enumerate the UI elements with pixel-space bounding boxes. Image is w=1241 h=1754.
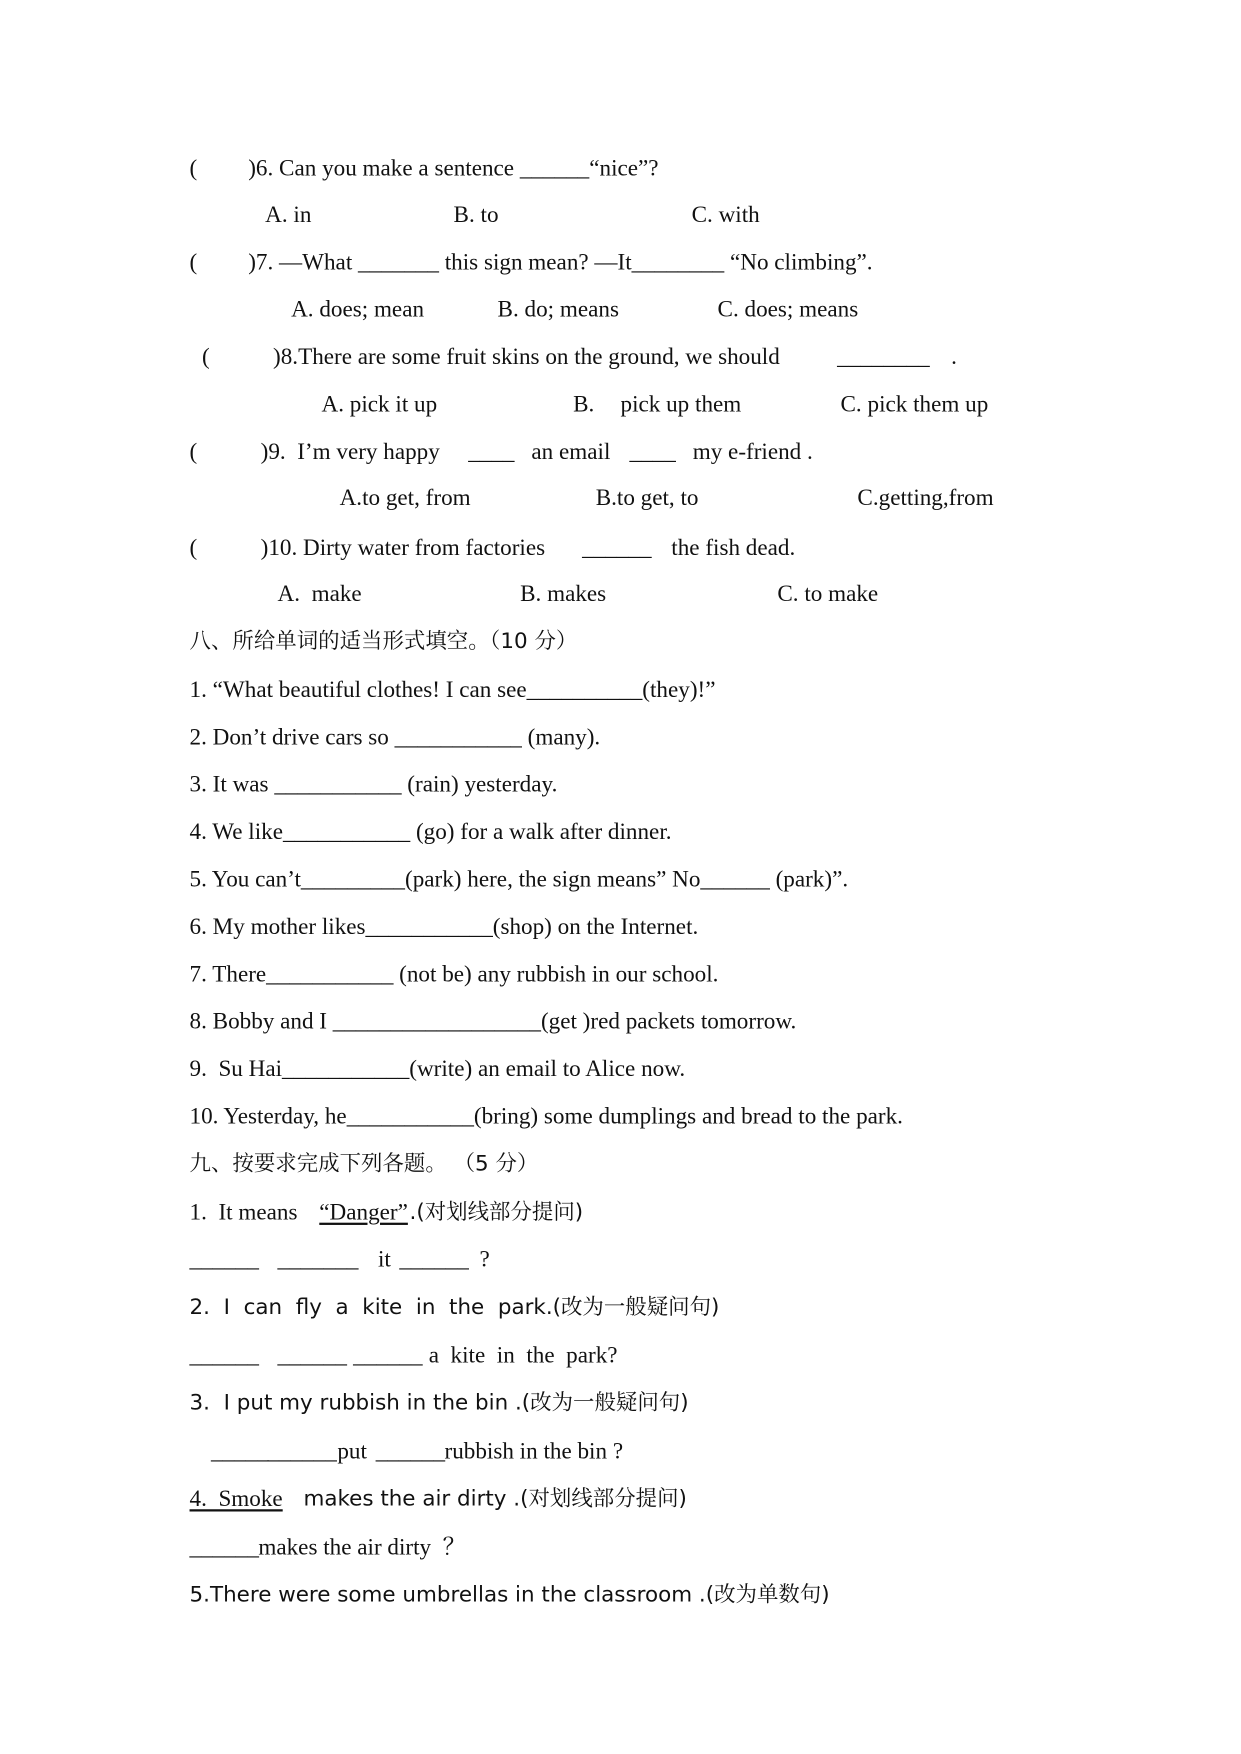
- text-segment: put: [337, 1439, 367, 1465]
- text-segment: C. does; means: [717, 297, 859, 323]
- text-segment: B. to: [453, 202, 499, 228]
- text-segment: my e-friend .: [692, 439, 813, 465]
- answer-blank: ____: [468, 439, 515, 465]
- text-segment: C. pick them up: [840, 392, 989, 418]
- answer-blank: _____: [210, 1439, 269, 1465]
- text-segment: A. make: [277, 581, 362, 607]
- text-segment: A. in: [265, 202, 312, 228]
- text-segment: makes the air dirty .(对划线部分提问): [303, 1486, 687, 1512]
- text-segment: )6. Can you make a sentence ______“nice”?: [248, 156, 659, 182]
- answer-blank: ______: [277, 1343, 347, 1369]
- text-segment: 2. Don’t drive cars so ___________ (many).: [189, 725, 601, 750]
- text-segment: 4. Smoke: [189, 1486, 283, 1512]
- text-segment: the fish dead.: [671, 535, 796, 561]
- answer-bracket: (: [189, 439, 198, 465]
- text-segment: C. to make: [777, 581, 879, 607]
- text-segment: C.getting,from: [857, 485, 994, 511]
- text-segment: 1. It means: [189, 1200, 298, 1225]
- text-segment: )8.There are some fruit skins on the ground, we should: [273, 344, 780, 370]
- text-segment: pick up them: [620, 392, 742, 418]
- answer-blank: ______: [353, 1343, 423, 1369]
- text-segment: 1. “What beautiful clothes! I can see__________(they)!”: [189, 677, 716, 703]
- text-segment: 九、按要求完成下列各题。 （5 分）: [189, 1151, 539, 1177]
- text-segment: )7. —What _______ this sign mean? —It________ “No climbing”.: [248, 250, 873, 275]
- answer-blank: _______: [277, 1247, 359, 1273]
- answer-blank: ______: [189, 1535, 259, 1561]
- text-segment: B. makes: [520, 581, 607, 607]
- text-segment: “Danger”: [319, 1200, 408, 1225]
- text-segment: 7. There___________ (not be) any rubbish in our school.: [189, 962, 719, 987]
- text-segment: 4. We like___________ (go) for a walk after dinner.: [189, 819, 672, 845]
- text-segment: rubbish in the bin ?: [444, 1439, 624, 1465]
- text-segment: A. pick it up: [321, 392, 438, 418]
- answer-blank: ______: [582, 535, 652, 561]
- answer-bracket: (: [201, 344, 210, 370]
- text-segment: .: [951, 344, 957, 370]
- text-segment: 6. My mother likes___________(shop) on the Internet.: [189, 914, 699, 940]
- text-segment: A. does; mean: [291, 297, 425, 323]
- text-segment: B.: [573, 392, 595, 418]
- text-segment: 八、所给单词的适当形式填空。（10 分）: [189, 628, 578, 654]
- answer-blank: ______: [375, 1439, 446, 1465]
- text-segment: A.to get, from: [339, 485, 471, 511]
- text-segment: C. with: [691, 202, 760, 228]
- text-segment: 3. It was ___________ (rain) yesterday.: [189, 772, 558, 798]
- answer-blank: ______: [189, 1247, 259, 1273]
- answer-blank: ______: [399, 1247, 469, 1273]
- text-segment: B. do; means: [497, 297, 619, 323]
- answer-bracket: (: [189, 535, 198, 561]
- text-segment: B.to get, to: [595, 485, 699, 511]
- text-segment: 3. I put my rubbish in the bin .(改为一般疑问句): [189, 1390, 689, 1416]
- text-segment: 2. I can fly a kite in the park.(改为一般疑问句): [189, 1294, 720, 1320]
- text-segment: 9. Su Hai___________(write) an email to Alice now.: [189, 1056, 686, 1082]
- answer-blank: ______: [267, 1439, 337, 1465]
- text-segment: 10. Yesterday, he___________(bring) some dumplings and bread to the park.: [189, 1104, 903, 1130]
- text-segment: it: [377, 1247, 391, 1273]
- answer-blank: ____: [629, 439, 676, 465]
- text-segment: ?: [479, 1247, 490, 1273]
- text-segment: a kite in the park?: [428, 1343, 618, 1369]
- answer-blank: ______: [189, 1343, 259, 1369]
- answer-bracket: (: [189, 156, 198, 182]
- text-segment: 5. You can’t_________(park) here, the sign means” No______ (park)”.: [189, 867, 849, 893]
- text-segment: )9. I’m very happy: [260, 439, 440, 465]
- text-segment: 8. Bobby and I __________________(get )red packets tomorrow.: [189, 1009, 797, 1035]
- text-segment: )10. Dirty water from factories: [260, 535, 546, 561]
- text-segment: .(对划线部分提问): [409, 1199, 584, 1225]
- answer-bracket: (: [189, 250, 198, 275]
- text-segment: 5.There were some umbrellas in the classroom .(改为单数句): [189, 1582, 830, 1608]
- text-segment: an email: [531, 439, 611, 465]
- text-segment: makes the air dirty ？: [258, 1535, 466, 1561]
- answer-blank: ________: [837, 344, 930, 370]
